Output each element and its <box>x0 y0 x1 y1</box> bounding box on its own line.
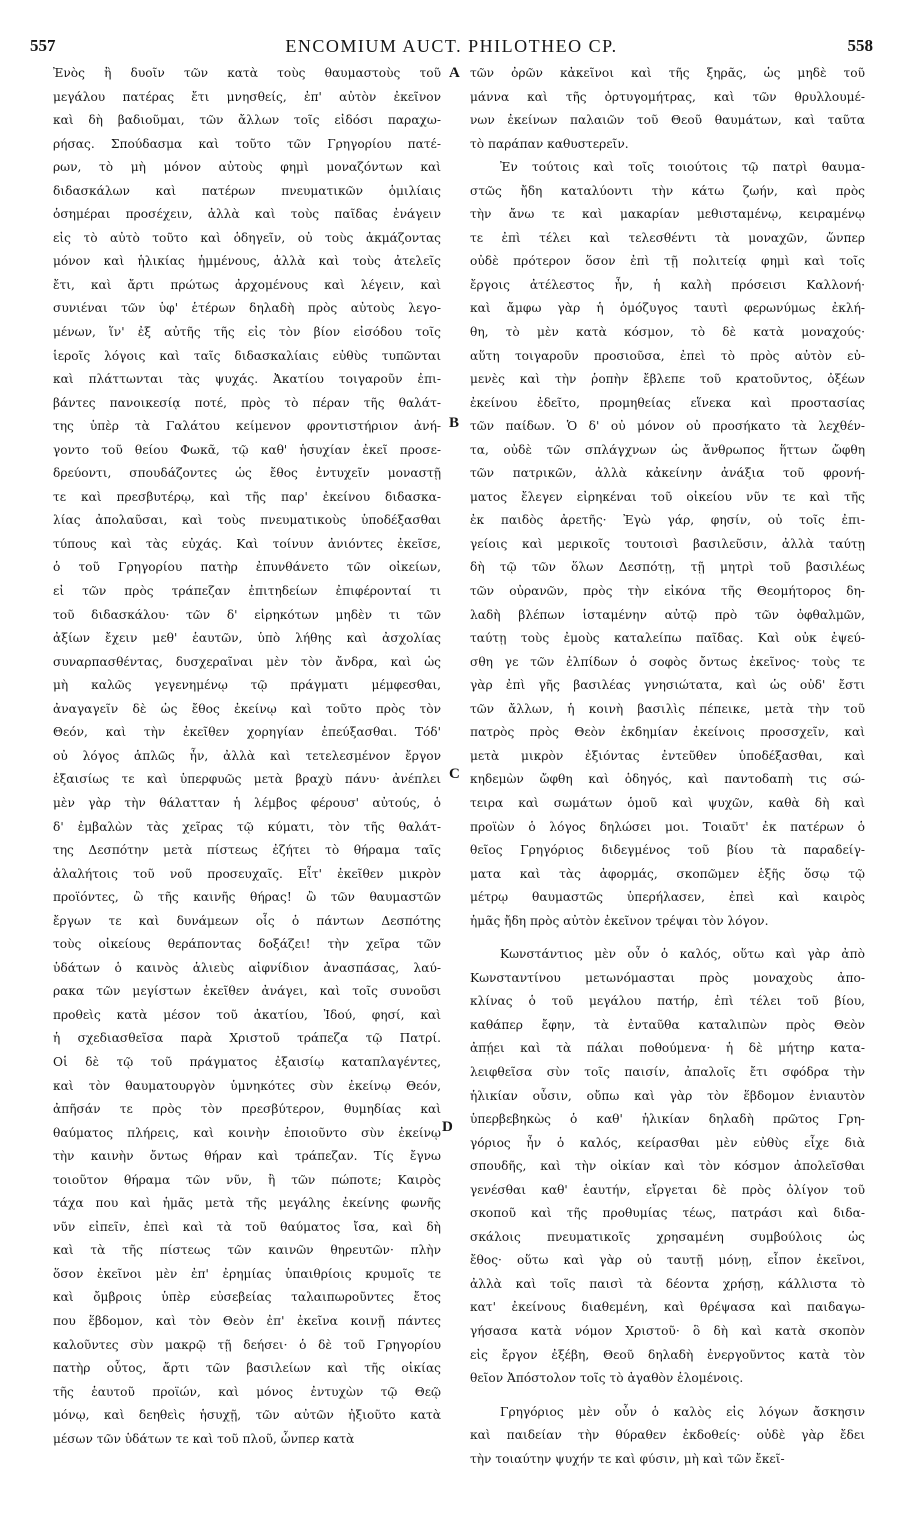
text-line: τοῦ διδασκάλου· τῶν δ' εἰρηκότων μηδὲν τι τῶν <box>53 607 441 622</box>
text-line: οὐ λόγος ἁπλῶς ἦν, ἀλλὰ καὶ τετελεσμένον ἔργον <box>53 748 441 763</box>
text-line: μόνῳ, καὶ δεηθεὶς ἡσυχῇ, τῶν αὐτῶν ἠξιοῦτο κατὰ <box>53 1408 441 1423</box>
text-line: Θεόν, καὶ τὴν ἐκεῖθεν χορηγίαν ἐπεύξασθαι. Τόδ' <box>53 725 441 740</box>
text-line: καὶ δὴ βαδιοῦμαι, τῶν ἄλλων τοῖς εἰδόσι παραχω- <box>53 113 441 128</box>
text-line: λαδὴ βλέπων ἱσταμένην αὐτῷ πρὸ τῶν ὀφθαλμῶν, <box>470 607 865 622</box>
text-line: ἡμᾶς ἤδη πρὸς αὐτὸν ἐκεῖνον τρέψαι τὸν λόγον. <box>470 913 769 928</box>
text-line: τῶν πατρικῶν, ἀλλὰ κἀκείνην ἀνάξια τοῦ φρονή- <box>470 466 865 481</box>
text-line: δὴ τῷ τῶν ὅλων Δεσπότῃ, τῇ μητρὶ τοῦ βασιλέως <box>470 560 865 575</box>
text-line: νων ἐκείνων παλαιῶν τοῦ Θεοῦ θαυμάτων, καὶ ταῦτα <box>470 113 865 128</box>
text-line: καὶ ὄμβροις ὑπὲρ εὐσεβείας ταλαιπωροῦντες ἔτος <box>53 1290 441 1305</box>
text-line: γόριος ἦν ὁ καλός, κείρασθαι μὲν εὐθὺς εἶχε διὰ <box>470 1135 865 1150</box>
text-line: λειφθεῖσα σὺν τοῖς παισίν, ἀπαλοῖς ἔτι σφόδρα τὴν <box>470 1064 865 1079</box>
text-line: ἐκ παιδὸς ἀρετῆς· Ἐγὼ γάρ, φησίν, οὐ τοῖς ἐπι- <box>470 513 865 528</box>
text-line: καὶ παιδείαν τὴν θύραθεν ἐκδοθείς· οὐδὲ γὰρ ἔδει <box>470 1428 865 1443</box>
text-line: ματος ἔλεγεν εἰρηκέναι τοῦ οἰκείου νῦν τε καὶ τῆς <box>470 489 865 504</box>
text-line: μὴ καλῶς γεγενημένῳ τῷ πράγματι μέμφεσθαι, <box>53 678 441 693</box>
text-line: τοὺς οἰκείους θεράποντας δοξάζει! τὴν χεῖρα τῶν <box>53 937 441 952</box>
text-line: λίας ἀπολαῦσαι, καὶ τοὺς πνευματικοὺς ὑποδέξασθαι <box>53 513 441 528</box>
text-line: γείοις καὶ μερικοῖς τουτοισὶ βασιλεῦσιν, ἀλλὰ ταύτῃ <box>470 536 865 551</box>
text-line: μάννα καὶ τῆς ὀρτυγομήτρας, καὶ τῶν θρυλλουμέ- <box>470 89 865 104</box>
text-line: ὁ τοῦ Γρηγορίου πατὴρ ἐπυνθάνετο τῶν οἰκείων, <box>53 560 441 575</box>
text-line: ἀλαλήτοις τοῦ νοῦ προσευχαῖς. Εἶτ' ἐκεῖθεν μικρὸν <box>53 866 441 881</box>
text-line: τὴν καινὴν ὄντως θήραν καὶ τράπεζαν. Τίς ἔγνω <box>53 1149 441 1164</box>
text-line: μεγάλου πατέρας ἔτι μνησθείς, ἐπ' αὐτὸν ἐκεῖνον <box>53 89 441 104</box>
left-text-column <box>53 62 441 1451</box>
margin-section-letter: C <box>449 766 460 782</box>
text-line: καὶ πλάττωνται τὰς ψυχάς. Ἀκατίου τοιγαροῦν ἐπι- <box>53 372 441 387</box>
text-line: μέσων τῶν ὑδάτων τε καὶ τοῦ πλοῦ, ὧνπερ κατὰ <box>53 1431 355 1446</box>
text-line: της ὑπὲρ τὰ Γαλάτου κείμενον φροντιστήριον ἀνή- <box>53 419 441 434</box>
text-line: ἱεροῖς λόγοις καὶ ταῖς διδασκαλίαις εὐθὺς τυπῶνται <box>53 348 441 363</box>
text-line: μένων, ἵν' ἐξ αὐτῆς τῆς εἰς τὸν βίον εἰσόδου τοῖς <box>53 325 441 340</box>
text-line: ρων, τὸ μὴ μόνον αὐτοὺς φημὶ μοναζόντων καὶ <box>53 160 441 175</box>
text-line: τοιοῦτον θήραμα τῶν νῦν, ἢ τῶν πώποτε; Καιρὸς <box>53 1172 441 1187</box>
text-line: ταύτῃ τοὺς ἐμοὺς καταλείπω παῖδας. Καὶ οὐκ ἐψεύ- <box>470 631 865 646</box>
text-line: καθάπερ ἔφην, τὰ ἐνταῦθα καταλιπὼν πρὸς Θεὸν <box>470 1017 865 1032</box>
text-line: δ' ἐμβαλὼν τὰς χεῖρας τῷ κύματι, τὸν τῆς θαλάτ- <box>53 819 441 834</box>
text-line: πατρὸς πρὸς Θεὸν ἐκδημίαν ἐκείνοις προσσχεῖν, καὶ <box>470 725 865 740</box>
right-text-column <box>470 62 865 1471</box>
running-title: ENCOMIUM AUCT. PHILOTHEO CP. <box>285 36 618 56</box>
text-line: ἀναγαγεῖν δὲ ὡς ἔθος ἐκείνῳ καὶ τοῦτο πρὸς τὸν <box>53 701 441 716</box>
text-line: ὑπερβεβηκὼς ὁ καθ' ἡλικίαν δηλαδὴ πρῶτος Γρη- <box>470 1112 865 1127</box>
text-line: γὰρ ἐπὶ γῆς βασιλέας γνησιώτατα, καὶ ὡς οὐδ' ἔστι <box>470 678 865 693</box>
text-line: γήσασα κατὰ νόμον Χριστοῦ· ὃ δὴ καὶ κατὰ σκοπὸν <box>470 1323 865 1338</box>
text-line: ρήσας. Σπούδασμα καὶ τοῦτο τῶν Γρηγορίου πατέ- <box>53 136 441 151</box>
text-line: διδασκάλων καὶ πατέρων πνευματικῶν ὁμιλίαις <box>53 183 441 198</box>
page-number-left: 557 <box>30 36 56 55</box>
text-line: καὶ τὸν θαυματουργὸν ὑμνηκότες σὺν ἐκείνῳ Θεόν, <box>53 1078 441 1093</box>
text-line: προϊὼν ὁ λόγος δηλώσει μοι. Τοιαῦτ' ἐκ πατέρων ὁ <box>470 819 865 834</box>
text-line: πατὴρ οὗτος, ἄρτι τῶν βασιλείων καὶ τῆς οἰκίας <box>53 1361 441 1376</box>
page-number-right: 558 <box>847 36 873 55</box>
text-line: ὑδάτων ὁ καινὸς ἁλιεὺς αἰφνίδιον ἀνασπάσας, λαύ- <box>53 960 441 975</box>
text-line: γενέσθαι καθ' ἑαυτήν, εἴργεται δὲ πρὸς ὀλίγον τοῦ <box>470 1182 865 1197</box>
text-line: θεῖον Ἀπόστολον τοῖς τὸ ἀγαθὸν ἑλομένοις. <box>470 1371 744 1386</box>
text-line: ἀπῆσάν τε πρὸς τὸν πρεσβύτερον, θυμηδίας καὶ <box>53 1102 441 1117</box>
text-line: καὶ τὰ τῆς πίστεως τῶν καινῶν θηρευτῶν· πλὴν <box>53 1243 441 1258</box>
text-line: ἀξίων ἔχειν μεθ' ἑαυτῶν, ὑπὸ λήθης καὶ ἀσχολίας <box>53 631 441 646</box>
text-line: νῦν εἰπεῖν, ἐπεὶ καὶ τὰ τοῦ θαύματος ἴσα, καὶ δὴ <box>53 1219 441 1234</box>
text-line: εἰς ἔργον ἐξέβη, Θεοῦ δηλαδὴ ἐνεργοῦντος κατὰ τὸν <box>470 1347 865 1362</box>
text-line: Οἱ δὲ τῷ τοῦ πράγματος ἐξαισίῳ καταπλαγέντες, <box>53 1054 441 1069</box>
text-line: τὸ παράπαν καθυστερεῖν. <box>470 136 629 151</box>
text-line: τα, οὐδὲ τῶν σπλάγχνων ὡς ἄνθρωπος ἥττων ὤφθη <box>470 442 865 457</box>
text-line: μετὰ μικρὸν ἐξιόντας ἐντεῦθεν ὑποδέξασθαι, καὶ <box>470 748 865 763</box>
text-line: εἰ τῶν πρὸς τράπεζαν ἐπιτηδείων ἐπιφέρονταί τι <box>53 584 441 599</box>
text-line: στῶς ἤδη καταλύοντι τὴν κάτω ζωήν, καὶ πρὸς <box>470 183 865 198</box>
text-line: συνιέναι τῶν ὑφ' ἑτέρων δηλαδὴ πρὸς αὐτοὺς λεγο- <box>53 301 441 316</box>
text-line: τῶν ὀρῶν κἀκεῖνοι καὶ τῆς ξηρᾶς, ὡς μηδὲ τοῦ <box>470 66 865 80</box>
text-line: ἡ σχεδιασθεῖσα παρὰ Χριστοῦ τράπεζα τῷ Πατρί. <box>53 1031 441 1046</box>
text-line: ματα καὶ τὰς ἀφορμάς, σκοπῶμεν ἑξῆς ὅσῳ τῷ <box>470 866 865 881</box>
text-line: θαύματος πλήρεις, καὶ κοινὴν ἐποιοῦντο σὺν ἐκείνῳ <box>53 1125 441 1140</box>
text-line: ὅσον ἐκεῖνοι μὲν ἐπ' ἐρημίας ὑπαιθρίοις κρυμοῖς τε <box>53 1266 441 1281</box>
text-line: τειρα καὶ σωμάτων ὁμοῦ καὶ ψυχῶν, καθὰ δὴ καὶ <box>470 795 865 810</box>
text-line: αὕτη τοιγαροῦν προσιοῦσα, ἐπεὶ τὸ πρὸς αὐτὸν εὐ- <box>470 348 865 363</box>
text-line: Γρηγόριος μὲν οὖν ὁ καλὸς εἰς λόγων ἄσκησιν <box>500 1404 865 1419</box>
text-line: σθη γε τῶν ἐλπίδων ὁ σοφὸς ὄντως ἐκεῖνος· τοὺς τε <box>470 654 865 669</box>
text-line: ἐξαισίως τε καὶ ὑπερφυῶς μετὰ βραχὺ πάνυ· ἀνέπλει <box>53 772 441 787</box>
text-line: δρεύοντι, σπουδάζοντες ὡς ἔθος ἐντυχεῖν μοναστῇ <box>53 466 441 481</box>
text-line: που ἕβδομον, καὶ τὸν Θεὸν ἐπ' ἐκεῖνα κοινῇ πάντες <box>53 1313 441 1328</box>
text-line: ἀλλὰ καὶ τοῖς παισὶ τὰ δέοντα χρήσῃ, κάλλιστα τὸ <box>470 1276 865 1291</box>
text-line: καὶ ἄμφω γὰρ ἡ ὁμόζυγος ταυτὶ φερωνύμως ἐκλή- <box>470 301 865 316</box>
text-line: ἔθος· οὕτω καὶ γὰρ οὐ ταυτῇ μόνῃ, εἶπον ἐκεῖνοι, <box>470 1253 865 1268</box>
margin-section-letter: B <box>449 415 460 431</box>
text-line: τῶν οὐρανῶν, πρὸς τὴν εἰκόνα τῆς Θεομήτορος δη- <box>470 584 865 599</box>
text-line: προϊόντες, ὢ τῆς καινῆς θήρας! ὢ τῶν θαυμαστῶν <box>53 890 441 905</box>
text-line: ρακα τῶν μεγίστων ἐκεῖθεν ἀνάγει, καὶ τοῖς συνοῦσι <box>53 984 441 999</box>
text-line: Κωνστάντιος μὲν οὖν ὁ καλός, οὕτω καὶ γὰρ ἀπὸ <box>500 947 865 962</box>
text-line: ἀπῄει καὶ τὰ πάλαι ποθούμενα· ἡ δὲ μήτηρ κατα- <box>470 1041 865 1056</box>
text-line: μόνον καὶ ἡλικίας ἡμμένους, ἀλλὰ καὶ τοὺς ἀτελεῖς <box>53 254 441 269</box>
text-line: τε ἐπὶ τέλει καὶ τελεσθέντι τὰ μοναχῶν, ὥνπερ <box>470 230 865 245</box>
text-line: Ἐν τούτοις καὶ τοῖς τοιούτοις τῷ πατρὶ θαυμα- <box>500 160 865 175</box>
text-line: γοντο τοῦ θείου Φωκᾶ, τῷ καθ' ἡσυχίαν ἐκεῖ προσε- <box>53 442 441 457</box>
text-line: τῶν παίδων. Ὁ δ' οὐ μόνον οὐ προσήκατο τὰ λεχθέν- <box>470 419 865 434</box>
text-line: τάχα που καὶ ἡμᾶς μετὰ τῆς μεγάλης ἐκείνης φωνῆς <box>53 1196 441 1211</box>
text-line: ἔργων τε καὶ δυνάμεων οἷς ὁ πάντων Δεσπότης <box>53 913 441 928</box>
text-line: σπουδῆς, καὶ τὴν οἰκίαν καὶ τὸν κόσμον ἀπολεῖσθαι <box>470 1159 865 1174</box>
text-line: σκοποῦ καὶ τῆς προθυμίας τέως, πατράσι καὶ διδα- <box>470 1206 865 1221</box>
text-line: κατ' ἐκείνους διαθεμένη, καὶ θρέψασα καὶ παιδαγω- <box>470 1300 865 1315</box>
text-line: τύπους καὶ τὰς εὐχάς. Καὶ τοίνυν ἀνιόντες ἐκεῖσε, <box>53 536 441 551</box>
text-line: ὁσημέραι προσέχειν, ἀλλὰ καὶ τοὺς παῖδας ἐνάγειν <box>53 207 441 222</box>
text-line: σκάλοις πνευματικοῖς χρησαμένη συμβούλοις ὡς <box>470 1229 865 1244</box>
text-line: εἰς τὸ αὐτὸ τοῦτο καὶ ὁδηγεῖν, οὐ τοὺς ἀκμάζοντας <box>53 230 441 245</box>
text-line: μὲν γὰρ τὴν θάλατταν ἡ λέμβος φέρουσ' αὐτούς, ὁ <box>53 795 441 810</box>
text-line: μέτρῳ θαυμαστῶς ὑπερήλασεν, ἐπεὶ καὶ καιρὸς <box>470 890 865 905</box>
text-line: τὴν ἄνω τε καὶ μακαρίαν μεθισταμένῳ, κειραμένῳ <box>470 207 865 222</box>
text-line: τε καὶ πρεσβυτέρῳ, καὶ τῆς παρ' ἐκείνου διδασκα- <box>53 489 441 504</box>
text-line: Ἐνὸς ἢ δυοῖν τῶν κατὰ τοὺς θαυμαστοὺς τοῦ <box>53 66 441 80</box>
text-line: θεῖος Γρηγόριος διδεγμένος τοῦ βίου τὰ παραδείγ- <box>470 843 865 858</box>
running-header <box>30 36 873 62</box>
text-line: ἔργοις ἀτέλεστος ἦν, ἡ καλὴ πρόσεισι Καλλονή· <box>470 277 865 292</box>
text-line: της Δεσπότην μετὰ πίστεως ἐζήτει τὸ θήραμα ταῖς <box>53 843 441 858</box>
text-line: προθεὶς κατὰ μέσον τοῦ ἀκατίου, Ἰδού, φησί, καὶ <box>53 1007 441 1022</box>
text-line: θη, τὸ μὲν κατὰ κόσμον, τὸ δὲ κατὰ μοναχούς· <box>470 325 865 340</box>
text-line: βάντες πανοικεσίᾳ ποτέ, πρὸς τὸ πέραν τῆς θαλάτ- <box>53 395 441 410</box>
text-line: μενὲς καὶ τὴν ῥοπὴν ἔβλεπε τοῦ κρατοῦντος, ὀξέων <box>470 372 865 387</box>
margin-section-letter: A <box>449 65 460 81</box>
text-line: κλίνας ὁ τοῦ μεγάλου πατήρ, ἐπὶ τέλει τοῦ βίου, <box>470 994 865 1009</box>
text-line: τῶν ἄλλων, ἡ κοινὴ βασιλὶς πέπεικε, μετὰ τὴν τοῦ <box>470 701 865 716</box>
margin-section-letter: D <box>442 1119 453 1135</box>
text-line: καλοῦντες σὺν μακρῷ τῇ δεήσει· ὁ δὲ τοῦ Γρηγορίου <box>53 1337 441 1352</box>
text-line: οὐδὲ πρότερον ὅσον ἐπὶ τῇ πολιτείᾳ φημὶ καὶ τοῖς <box>470 254 865 269</box>
text-line: Κωνσταντίνου μετωνόμασται πρὸς μοναχοὺς ἀπο- <box>470 970 865 985</box>
text-line: τῆς ἑαυτοῦ προϊών, καὶ μόνος ἐντυχὼν τῷ Θεῷ <box>53 1384 441 1399</box>
text-line: κηδεμὼν ὤφθη καὶ ὁδηγός, καὶ παντοδαπὴ τις σώ- <box>470 772 865 787</box>
text-line: ἐκείνου ἐδεῖτο, προμηθείας εἵνεκα καὶ προστασίας <box>470 395 865 410</box>
text-line: τὴν τοιαύτην ψυχήν τε καὶ φύσιν, μὴ καὶ τῶν ἔκεῖ- <box>470 1451 785 1466</box>
text-line: ἡλικίαν οὖσιν, οὔπω καὶ γὰρ τὸν ἕβδομον ἐνιαυτὸν <box>470 1088 865 1103</box>
text-line: ἔτι, καὶ ἄρτι πρώτως ἀρχομένους καὶ λέγειν, καὶ <box>53 277 441 292</box>
text-line: συναρπασθέντας, δυσχεραῖναι μὲν τὸν ἄνδρα, καὶ ὡς <box>53 654 441 669</box>
